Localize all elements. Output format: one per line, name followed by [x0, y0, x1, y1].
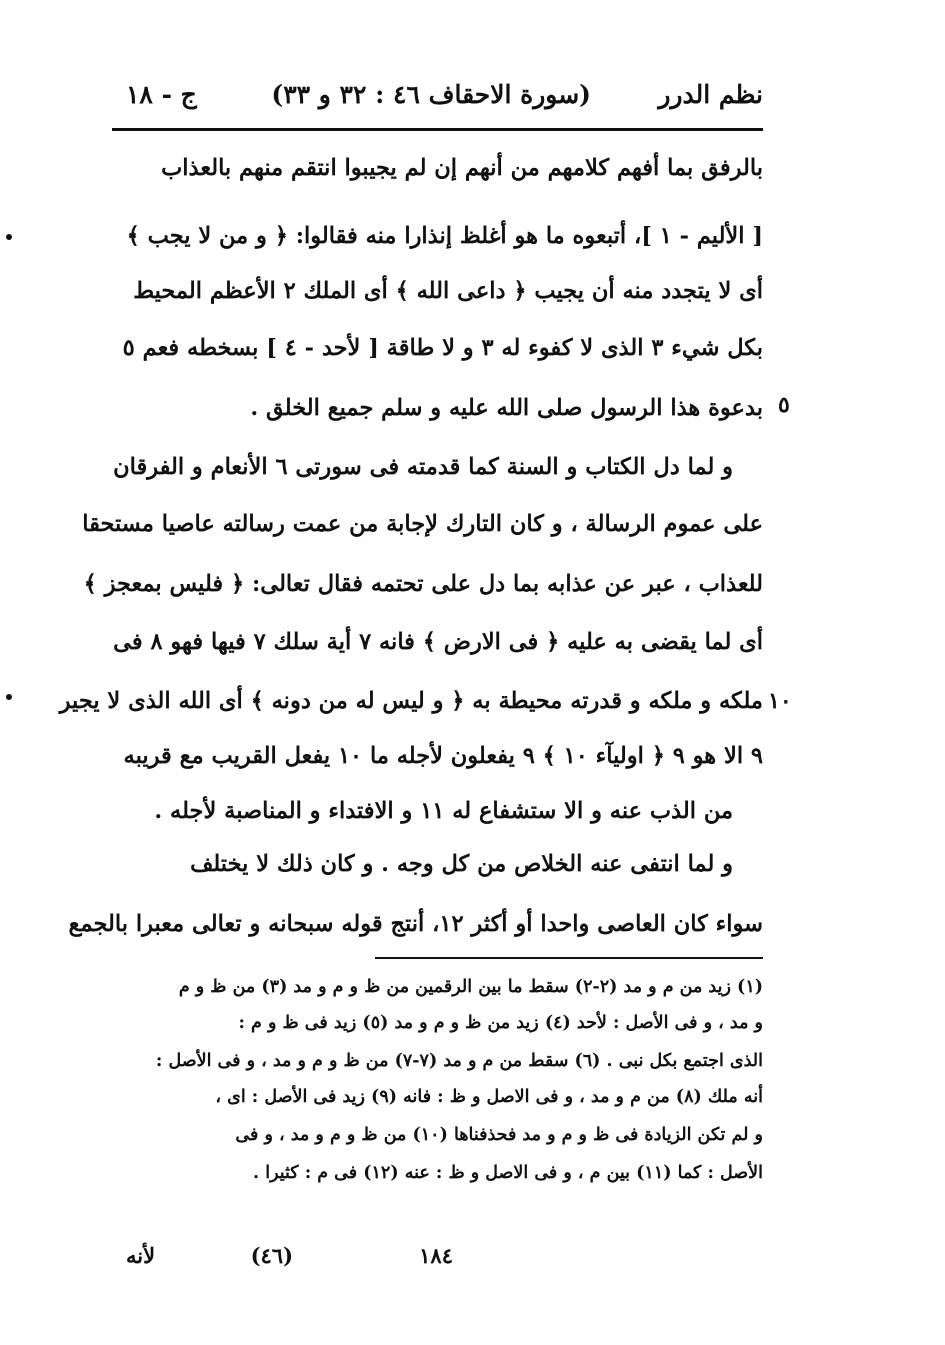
- text-line: من الذب عنه و الا ستشفاع له ١١ و الافتداء و المناصبة لأجله .: [154, 798, 733, 824]
- text-line: سواء كان العاصى واحدا أو أكثر ١٢، أنتج قوله سبحانه و تعالى معبرا بالجمع: [68, 911, 763, 937]
- footnote-line: الأصل : كما (١١) بين م ، و فى الاصل و ظ : عنه (١٢) فى م : كثيرا .: [253, 1163, 763, 1183]
- margin-dot: [6, 694, 12, 700]
- line-number-10: ١٠: [768, 688, 792, 714]
- text-line: بالرفق بما أفهم كلامهم من أنهم إن لم يجيبوا انتقم منهم بالعذاب: [161, 155, 763, 181]
- footnote-line: أنه ملك (٨) من م و مد ، و فى الاصل و ظ : فانه (٩) زيد فى الأصل : اى ،: [215, 1087, 763, 1107]
- running-header: [118, 80, 763, 120]
- footnote-line: و لم تكن الزيادة فى ظ و م و مد فحذفناها (١٠) من ظ و م و مد ، و فى: [235, 1125, 763, 1145]
- footnote-line: (١) زيد من م و مد (٢-٢) سقط ما بين الرقمين من ظ و م و مد (٣) من ظ و م: [178, 977, 763, 997]
- text-line: أى لا يتجدد منه أن يجيب ﴿ داعى الله ﴾ أى الملك ٢ الأعظم المحيط: [133, 278, 763, 304]
- text-line: بدعوة هذا الرسول صلى الله عليه و سلم جميع الخلق .: [250, 395, 763, 421]
- margin-dot: [6, 234, 12, 240]
- text-line: و لما دل الكتاب و السنة كما قدمته فى سورتى ٦ الأنعام و الفرقان: [113, 454, 733, 480]
- page-number: ١٨٤: [419, 1243, 453, 1268]
- text-line: [ الأليم - ١ ]، أتبعوه ما هو أغلظ إنذارا منه فقالوا: ﴿ و من لا يجب ﴾: [126, 223, 763, 249]
- text-line: على عموم الرسالة ، و كان التارك لإجابة من عمت رسالته عاصيا مستحقا: [82, 511, 763, 537]
- catchword: لأنه: [126, 1243, 156, 1268]
- surah-reference: (سورة الاحقاف ٤٦ : ٣٢ و ٣٣): [271, 80, 591, 109]
- footnote-rule: [375, 957, 763, 959]
- text-line: للعذاب ، عبر عن عذابه بما دل على تحتمه فقال تعالى: ﴿ فليس بمعجز ﴾: [83, 571, 763, 597]
- footnote-line: و مد ، و فى الأصل : لأحد (٤) زيد من ظ و م و مد (٥) زيد فى ظ و م :: [238, 1013, 763, 1033]
- header-rule: [112, 128, 763, 131]
- book-title: نظم الدرر: [658, 80, 763, 109]
- text-line: ٩ الا هو ٩ ﴿ اوليآء ١٠ ﴾ ٩ يفعلون لأجله ما ١٠ يفعل القريب مع قريبه: [123, 743, 763, 769]
- text-line: و لما انتفى عنه الخلاص من كل وجه . و كان ذلك لا يختلف: [190, 851, 733, 877]
- surah-number: (٤٦): [250, 1243, 293, 1268]
- text-line: بكل شيء ٣ الذى لا كفوء له ٣ و لا طاقة [ لأحد - ٤ ] بسخطه فعم ٥: [122, 335, 763, 361]
- line-number-5: ٥: [778, 392, 790, 418]
- footnote-line: الذى اجتمع بكل نبى . (٦) سقط من م و مد (٧-٧) من ظ و م و مد ، و فى الأصل :: [155, 1051, 763, 1071]
- text-line: ملكه و ملكه و قدرته محيطة به ﴿ و ليس له من دونه ﴾ أى الله الذى لا يجير: [59, 688, 763, 714]
- page-footer: [118, 1243, 763, 1277]
- text-line: أى لما يقضى به عليه ﴿ فى الارض ﴾ فانه ٧ أية سلك ٧ فيها فهو ٨ فى: [113, 629, 763, 655]
- volume-number: ج - ١٨: [126, 80, 197, 109]
